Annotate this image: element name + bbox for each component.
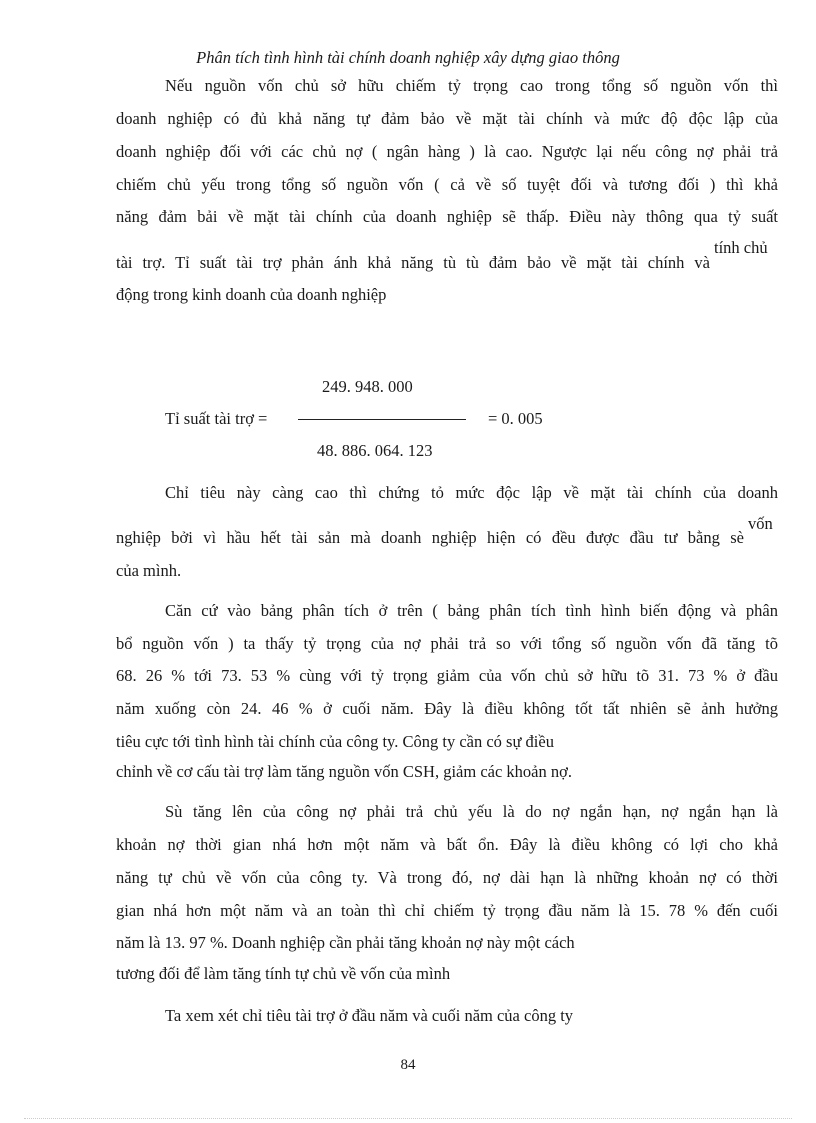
para4-line5: năm là 13. 97 %. Doanh nghiệp cần phải tăng khoản nợ này một cách (116, 933, 575, 952)
para1-line1: Nếu nguồn vốn chủ sở hữu chiếm tỷ trọng cao trong tổng số nguồn vốn thì (165, 76, 778, 95)
para3-line4: năm xuống còn 24. 46 % ở cuối năm. Đây là điều không tốt tất nhiên sẽ ảnh hưởng (116, 699, 778, 718)
para3-line1: Căn cứ vào bảng phân tích ở trên ( bảng phân tích tình hình biến động và phân (165, 601, 778, 620)
para1-line3: doanh nghiệp đối với các chủ nợ ( ngân hàng ) là cao. Ngược lại nếu công nợ phải trả (116, 142, 778, 161)
para2-line2-raised-text: vốn (748, 514, 773, 533)
running-header: Phân tích tình hình tài chính doanh nghiệp xây dựng giao thông (196, 48, 620, 67)
para3-line6: chỉnh về cơ cấu tài trợ làm tăng nguồn vốn CSH, giảm các khoản nợ. (116, 762, 572, 781)
para4-line4: gian nhá hơn một năm và an toàn thì chỉ chiếm tỷ trọng đầu năm là 15. 78 % đến cuối (116, 901, 778, 920)
page-bottom-rule (24, 1118, 792, 1119)
formula-result: = 0. 005 (488, 409, 543, 428)
para1-line5: năng đảm bải về mặt tài chính của doanh nghiệp sẽ thấp. Điều này thông qua tỷ suất (116, 207, 778, 226)
para2-line3: của mình. (116, 561, 182, 580)
para3-line5: tiêu cực tới tình hình tài chính của công ty. Công ty cần có sự điều (116, 732, 554, 751)
para5-line1: Ta xem xét chỉ tiêu tài trợ ở đầu năm và cuối năm của công ty (165, 1006, 574, 1025)
para2-line1: Chỉ tiêu này càng cao thì chứng tỏ mức độc lập về mặt tài chính của doanh (165, 483, 778, 502)
para3-line3: 68. 26 % tới 73. 53 % cùng với tỷ trọng giảm của vốn chủ sở hữu tõ 31. 73 % ở đầu (116, 666, 778, 685)
para4-line2: khoản nợ thời gian nhá hơn một năm và bất ổn. Đây là điều không có lợi cho khả (116, 835, 778, 854)
para4-line3: năng tự chủ về vốn của công ty. Và trong đó, nợ dài hạn là những khoản nợ có thời (116, 868, 778, 887)
para1-line2: doanh nghiệp có đủ khả năng tự đảm bảo về mặt tài chính và mức độ độc lập của (116, 109, 778, 128)
formula-numerator: 249. 948. 000 (322, 377, 413, 396)
page-number: 84 (400, 1057, 416, 1073)
para3-line2: bổ nguồn vốn ) ta thấy tỷ trọng của nợ phải trả so với tổng số nguồn vốn đã tăng tõ (116, 634, 778, 653)
para1-line4: chiếm chủ yếu trong tổng số nguồn vốn ( cả về số tuyệt đối và tương đối ) thì khả (116, 175, 778, 194)
para2-line2: nghiệp bởi vì hầu hết tài sản mà doanh nghiệp hiện có đều được đầu tư bằng sè (116, 528, 744, 547)
para1-line7: động trong kinh doanh của doanh nghiệp (116, 285, 387, 304)
para4-line1: Sù tăng lên của công nợ phải trả chủ yếu là do nợ ngắn hạn, nợ ngắn hạn là (165, 802, 778, 821)
para4-line6: tương đối để làm tăng tính tự chủ về vốn của mình (116, 964, 451, 983)
formula-denominator: 48. 886. 064. 123 (317, 441, 433, 460)
formula-label: Tỉ suất tài trợ = (165, 409, 268, 428)
para1-line6-raised-text: tính chủ (714, 238, 768, 257)
para1-line6: tài trợ. Tỉ suất tài trợ phản ánh khả năng tù tù đảm bảo về mặt tài chính và (116, 253, 710, 272)
fraction-bar (298, 419, 466, 420)
